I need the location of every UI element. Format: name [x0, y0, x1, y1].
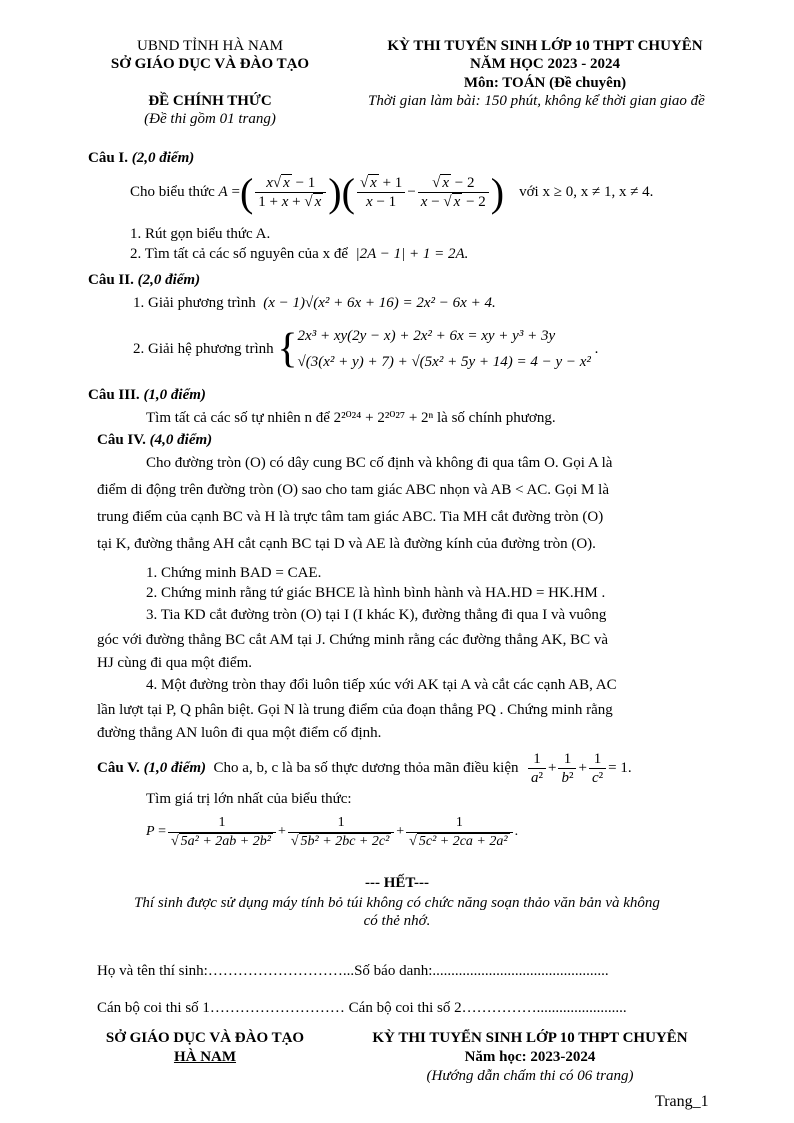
time-note: Thời gian làm bài: 150 phút, không kể thời gian giao đề	[368, 93, 705, 109]
q1-item1: 1. Rút gọn biểu thức A.	[130, 226, 271, 242]
guide-left-line2: HÀ NAM	[173, 1049, 237, 1065]
q2-item2: 2. Giải hệ phương trình { 2x³ + xy(2y − x) + 2x² + 6x = xy + y³ + 3y √(3(x² + y) + 7) + √(5x² + 5y + 14) = 4 − y − x² .	[133, 322, 598, 376]
q4-heading: Câu IV. (4,0 điểm)	[97, 432, 213, 448]
q4-item1: 1. Chứng minh BAD = CAE.	[146, 565, 322, 581]
q4-item3a: 3. Tia KD cắt đường tròn (O) tại I (I khác K), đường thẳng đi qua I và vuông	[146, 607, 607, 623]
guide-right-line3: (Hướng dẫn chấm thi có 06 trang)	[426, 1068, 634, 1084]
q4-para4: tại K, đường thẳng AH cắt cạnh BC tại D và AE là đường kính của đường tròn (O).	[97, 536, 596, 552]
calculator-note-line2: có thẻ nhớ.	[363, 913, 431, 929]
q4-item3c: HJ cùng đi qua một điểm.	[97, 655, 252, 671]
official-label: ĐỀ CHÍNH THỨC	[148, 93, 272, 109]
q4-item4c: đường thẳng AN luôn đi qua một điểm cố định.	[97, 725, 382, 741]
q5-find: Tìm giá trị lớn nhất của biểu thức:	[146, 791, 352, 807]
q4-item2: 2. Chứng minh rằng tứ giác BHCE là hình bình hành và HA.HD = HK.HM .	[146, 585, 606, 601]
proctor-line: Cán bộ coi thi số 1……………………… Cán bộ coi thi số 2……………........................	[97, 1000, 627, 1016]
q4-para2: điểm di động trên đường tròn (O) sao cho tam giác ABC nhọn và AB < AC. Gọi M là	[97, 482, 609, 498]
guide-right-line1: KỲ THI TUYỂN SINH LỚP 10 THPT CHUYÊN	[372, 1030, 688, 1046]
q4-item4b: lần lượt tại P, Q phân biệt. Gọi N là trung điểm của đoạn thẳng PQ . Chứng minh rằng	[97, 702, 613, 718]
header-left-line1: UBND TỈNH HÀ NAM	[137, 38, 283, 54]
q1-expression: Cho biểu thức A = ( $\frac{x√ x - 1}{1 + x + √ x}$ ) ( $\frac{√ x + 1}{x - 1}$ − $\frac{√ x - 2}{x - √ x - 2}$ ) với x ≥ 0, x ≠ 1, x ≠ 4.	[130, 169, 654, 215]
header-right-line2: NĂM HỌC 2023 - 2024	[470, 56, 620, 72]
q5-expression: P = $\frac{1}{\text{√ 5a² + 2ab + 2b²}}$ + $\frac{1}{\text{√ 5b² + 2bc + 2c²}}$ + $\frac{1}{\text{√ 5c² + 2ca + 2a²}}$ .	[146, 814, 519, 849]
header-right-line1: KỲ THI TUYỂN SINH LỚP 10 THPT CHUYÊN	[387, 38, 703, 54]
q4-item4a: 4. Một đường tròn thay đổi luôn tiếp xúc với AK tại A và cắt các cạnh AB, AC	[146, 677, 617, 693]
q3-text: Tìm tất cả các số tự nhiên n để 2²⁰²⁴ + 2²⁰²⁷ + 2ⁿ là số chính phương.	[146, 410, 556, 426]
q2-item1: 1. Giải phương trình (x − 1)√(x² + 6x + 16) = 2x² − 6x + 4.	[133, 295, 496, 311]
page-number: Trang_1	[655, 1093, 709, 1110]
q5-intro: Câu V. (1,0 điểm) Cho a, b, c là ba số thực dương thỏa mãn điều kiện $\frac{1}{\text{a²}}$ + $\frac{1}{\text{b²}}$ + $\frac{1}{\text{c²}}$ = 1.	[97, 750, 632, 786]
q4-para3: trung điểm của cạnh BC và H là trực tâm tam giác ABC. Tia MH cắt đường tròn (O)	[97, 509, 604, 525]
guide-left-line1: SỞ GIÁO DỤC VÀ ĐÀO TẠO	[105, 1030, 305, 1046]
q4-item3b: góc với đường thẳng BC cắt AM tại J. Chứng minh rằng các đường thẳng AK, BC và	[97, 632, 609, 648]
system-eq2: √(3(x² + y) + 7) + √(5x² + 5y + 14) = 4 − y − x²	[297, 354, 591, 370]
q4-para1: Cho đường tròn (O) có dây cung BC cố định và không đi qua tâm O. Gọi A là	[146, 455, 613, 471]
q1-item2: 2. Tìm tất cả các số nguyên của x để |2A − 1| + 1 = 2A.	[130, 246, 469, 262]
calculator-note-line1: Thí sinh được sử dụng máy tính bỏ túi không có chức năng soạn thảo văn bản và không	[134, 895, 660, 911]
q2-heading: Câu II. (2,0 điểm)	[88, 272, 201, 288]
guide-right-line2: Năm học: 2023-2024	[464, 1049, 596, 1065]
pages-note: (Đề thi gồm 01 trang)	[144, 111, 276, 127]
q1-heading: Câu I. (2,0 điểm)	[88, 150, 195, 166]
q3-heading: Câu III. (1,0 điểm)	[88, 387, 206, 403]
end-marker: --- HẾT---	[364, 875, 430, 891]
system-eq1: 2x³ + xy(2y − x) + 2x² + 6x = xy + y³ + 3y	[297, 328, 556, 344]
header-right-line3: Môn: TOÁN (Đề chuyên)	[463, 75, 627, 91]
candidate-info-line: Họ và tên thí sinh:………………………...Số báo danh:...............................................	[97, 963, 609, 979]
header-left-line2: SỞ GIÁO DỤC VÀ ĐÀO TẠO	[110, 56, 310, 72]
